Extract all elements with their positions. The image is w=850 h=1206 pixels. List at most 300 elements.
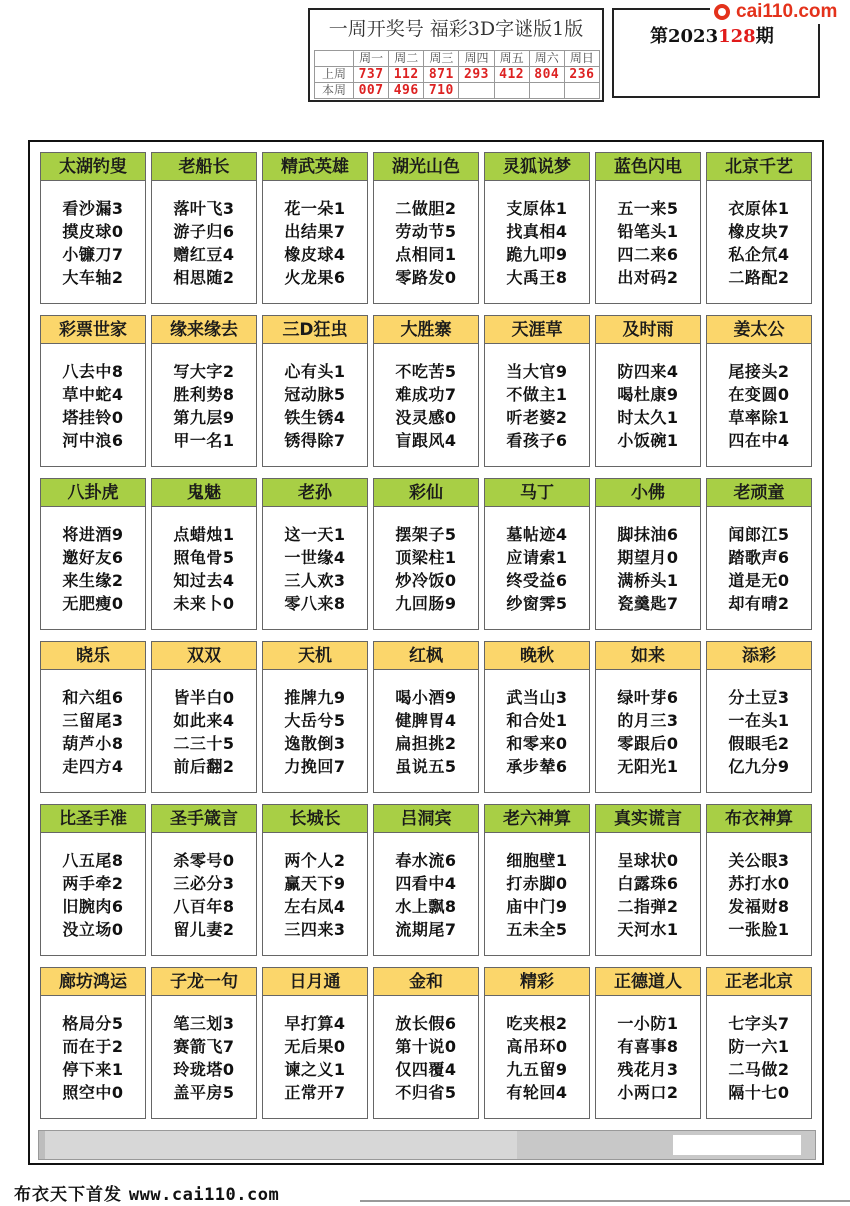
riddle-line: 大禹王8 xyxy=(506,268,568,287)
riddle-line: 细胞壁1 xyxy=(506,851,568,870)
riddle-line: 格局分5 xyxy=(62,1014,124,1033)
riddle-line: 承步辇6 xyxy=(506,757,568,776)
riddle-line: 相思随2 xyxy=(173,268,235,287)
riddle-line: 当大官9 xyxy=(506,362,568,381)
riddle-line: 游子归6 xyxy=(173,222,235,241)
riddle-line: 分土豆3 xyxy=(728,688,790,707)
riddle-line: 小饭碗1 xyxy=(617,431,679,450)
riddle-card xyxy=(262,478,368,630)
last-week-row xyxy=(315,67,600,83)
riddle-line: 和零来0 xyxy=(506,734,568,753)
riddle-line: 时太久1 xyxy=(617,408,679,427)
riddle-card xyxy=(484,315,590,467)
riddle-card-title: 正老北京 xyxy=(707,968,811,996)
riddle-line: 二三十5 xyxy=(173,734,235,753)
riddle-line: 三人欢3 xyxy=(284,571,346,590)
riddle-line: 不归省5 xyxy=(395,1083,457,1102)
draw-number: 112 xyxy=(389,67,424,83)
riddle-line: 三必分3 xyxy=(173,874,235,893)
riddle-line: 无肥瘦0 xyxy=(62,594,124,613)
riddle-line: 铅笔头1 xyxy=(617,222,679,241)
riddle-lines xyxy=(263,344,367,452)
riddle-card xyxy=(151,315,257,467)
draw-number: 236 xyxy=(564,67,599,83)
riddle-card xyxy=(373,804,479,956)
riddle-line: 有轮回4 xyxy=(506,1083,568,1102)
riddle-line: 三四来3 xyxy=(284,920,346,939)
bottom-bar xyxy=(38,1130,816,1160)
riddle-card xyxy=(484,152,590,304)
riddle-line: 流期尾7 xyxy=(395,920,457,939)
riddle-line: 摸皮球0 xyxy=(62,222,124,241)
riddle-line: 点相同1 xyxy=(395,245,457,264)
riddle-card-title: 老孙 xyxy=(263,479,367,507)
riddle-line: 放长假6 xyxy=(395,1014,457,1033)
riddle-line: 苏打水0 xyxy=(728,874,790,893)
riddle-line: 两手牵2 xyxy=(62,874,124,893)
riddle-line: 零路发0 xyxy=(395,268,457,287)
riddle-card-title: 正德道人 xyxy=(596,968,700,996)
riddle-line: 二马做2 xyxy=(728,1060,790,1079)
weekday-label: 周五 xyxy=(494,51,529,67)
riddle-line: 铁生锈4 xyxy=(284,408,346,427)
riddle-card-title: 天机 xyxy=(263,642,367,670)
riddle-line: 却有晴2 xyxy=(728,594,790,613)
riddle-card xyxy=(373,641,479,793)
riddle-line: 二路配2 xyxy=(728,268,790,287)
riddle-line: 葫芦小8 xyxy=(62,734,124,753)
riddle-card-title: 马丁 xyxy=(485,479,589,507)
riddle-line: 这一天1 xyxy=(284,525,346,544)
riddle-line: 仅四覆4 xyxy=(395,1060,457,1079)
riddle-line: 而在于2 xyxy=(62,1037,124,1056)
riddle-line: 照龟骨5 xyxy=(173,548,235,567)
riddle-line: 四在中4 xyxy=(728,431,790,450)
riddle-card xyxy=(706,967,812,1119)
riddle-lines xyxy=(263,181,367,289)
riddle-card-title: 鬼魅 xyxy=(152,479,256,507)
riddle-line: 虽说五5 xyxy=(395,757,457,776)
riddle-line: 白露珠6 xyxy=(617,874,679,893)
riddle-line: 摆架子5 xyxy=(395,525,457,544)
riddle-line: 看孩子6 xyxy=(506,431,568,450)
riddle-line: 终受益6 xyxy=(506,571,568,590)
riddle-line: 第十说0 xyxy=(395,1037,457,1056)
riddle-line: 冠动脉5 xyxy=(284,385,346,404)
riddle-lines xyxy=(596,507,700,615)
riddle-card xyxy=(151,152,257,304)
logo-text: cai110.com xyxy=(736,1,838,22)
riddle-line: 和合处1 xyxy=(506,711,568,730)
riddle-line: 八五尾8 xyxy=(62,851,124,870)
riddle-card xyxy=(373,152,479,304)
riddle-line: 赛箭飞7 xyxy=(173,1037,235,1056)
riddle-lines xyxy=(707,833,811,941)
logo-icon xyxy=(714,4,730,20)
riddle-line: 吃夹根2 xyxy=(506,1014,568,1033)
riddle-card xyxy=(40,152,146,304)
riddle-line: 天河水1 xyxy=(617,920,679,939)
riddle-line: 零八来8 xyxy=(284,594,346,613)
riddle-card-title: 老顽童 xyxy=(707,479,811,507)
footer-url[interactable]: www.cai110.com xyxy=(128,1185,280,1205)
riddle-lines xyxy=(374,507,478,615)
riddle-line: 一张脸1 xyxy=(728,920,790,939)
draw-number xyxy=(529,83,564,99)
row-label: 上周 xyxy=(315,67,354,83)
riddle-line: 照空中0 xyxy=(62,1083,124,1102)
riddle-line: 四二来6 xyxy=(617,245,679,264)
riddle-line: 和六组6 xyxy=(62,688,124,707)
riddle-line: 关公眼3 xyxy=(728,851,790,870)
riddle-card-title: 圣手箴言 xyxy=(152,805,256,833)
riddle-lines xyxy=(152,670,256,778)
riddle-card xyxy=(706,478,812,630)
riddle-line: 九五留9 xyxy=(506,1060,568,1079)
riddle-line: 八百年8 xyxy=(173,897,235,916)
riddle-line: 皆半白0 xyxy=(173,688,235,707)
riddle-card-title: 子龙一句 xyxy=(152,968,256,996)
riddle-line: 没立场0 xyxy=(62,920,124,939)
riddle-card-title: 北京千艺 xyxy=(707,153,811,181)
riddle-line: 将进酒9 xyxy=(62,525,124,544)
riddle-lines xyxy=(485,344,589,452)
riddle-line: 塔挂铃0 xyxy=(62,408,124,427)
riddle-line: 发福财8 xyxy=(728,897,790,916)
riddle-card xyxy=(706,315,812,467)
riddle-lines xyxy=(263,670,367,778)
draw-number xyxy=(564,83,599,99)
riddle-card-title: 晓乐 xyxy=(41,642,145,670)
draw-number xyxy=(494,83,529,99)
riddle-card xyxy=(484,641,590,793)
riddle-card xyxy=(595,804,701,956)
riddle-line: 留儿妻2 xyxy=(173,920,235,939)
riddle-line: 不吃苦5 xyxy=(395,362,457,381)
riddle-line: 一在头1 xyxy=(728,711,790,730)
riddle-line: 出对码2 xyxy=(617,268,679,287)
riddle-line: 杀零号0 xyxy=(173,851,235,870)
riddle-card-title: 真实谎言 xyxy=(596,805,700,833)
riddle-lines xyxy=(596,670,700,778)
riddle-lines xyxy=(41,507,145,615)
riddle-line: 八去中8 xyxy=(62,362,124,381)
riddle-line: 左右凤4 xyxy=(284,897,346,916)
riddle-card-title: 添彩 xyxy=(707,642,811,670)
riddle-line: 心有头1 xyxy=(284,362,346,381)
riddle-line: 残花月3 xyxy=(617,1060,679,1079)
riddle-card-title: 老六神算 xyxy=(485,805,589,833)
riddle-lines xyxy=(263,507,367,615)
riddle-lines xyxy=(41,996,145,1104)
riddle-line: 不做主1 xyxy=(506,385,568,404)
riddle-line: 来生缘2 xyxy=(62,571,124,590)
riddle-line: 五未全5 xyxy=(506,920,568,939)
draw-number: 007 xyxy=(354,83,389,99)
riddle-line: 难成功7 xyxy=(395,385,457,404)
riddle-line: 停下来1 xyxy=(62,1060,124,1079)
riddle-line: 瓷羹匙7 xyxy=(617,594,679,613)
weekday-label: 周三 xyxy=(424,51,459,67)
riddle-card-title: 八卦虎 xyxy=(41,479,145,507)
riddle-card-title: 姜太公 xyxy=(707,316,811,344)
riddle-line: 二指弹2 xyxy=(617,897,679,916)
riddle-line: 喝小酒9 xyxy=(395,688,457,707)
riddle-line: 点蜡烛1 xyxy=(173,525,235,544)
riddle-card xyxy=(151,478,257,630)
weekday-label: 周六 xyxy=(529,51,564,67)
footer-rule xyxy=(360,1200,850,1202)
riddle-lines xyxy=(41,670,145,778)
riddle-card xyxy=(595,315,701,467)
riddle-grid xyxy=(40,152,816,1119)
riddle-line: 草中蛇4 xyxy=(62,385,124,404)
riddle-line: 谏之义1 xyxy=(284,1060,346,1079)
riddle-line: 草率除1 xyxy=(728,408,790,427)
riddle-line: 高吊环0 xyxy=(506,1037,568,1056)
riddle-line: 第九层9 xyxy=(173,408,235,427)
riddle-line: 庙中门9 xyxy=(506,897,568,916)
riddle-line: 喝杜康9 xyxy=(617,385,679,404)
riddle-line: 踏歌声6 xyxy=(728,548,790,567)
draw-number: 412 xyxy=(494,67,529,83)
riddle-line: 亿九分9 xyxy=(728,757,790,776)
riddle-line: 如此来4 xyxy=(173,711,235,730)
riddle-line: 零跟后0 xyxy=(617,734,679,753)
riddle-line: 知过去4 xyxy=(173,571,235,590)
riddle-line: 五一来5 xyxy=(617,199,679,218)
riddle-line: 在变圆0 xyxy=(728,385,790,404)
riddle-card xyxy=(484,478,590,630)
riddle-line: 笔三划3 xyxy=(173,1014,235,1033)
riddle-line: 健脾胃4 xyxy=(395,711,457,730)
riddle-line: 力挽回7 xyxy=(284,757,346,776)
riddle-card xyxy=(151,967,257,1119)
riddle-card-title: 灵狐说梦 xyxy=(485,153,589,181)
riddle-line: 打赤脚0 xyxy=(506,874,568,893)
riddle-card xyxy=(706,641,812,793)
riddle-line: 正常开7 xyxy=(284,1083,346,1102)
riddle-line: 前后翻2 xyxy=(173,757,235,776)
riddle-line: 满桥头1 xyxy=(617,571,679,590)
riddle-line: 春水流6 xyxy=(395,851,457,870)
riddle-line: 河中浪6 xyxy=(62,431,124,450)
riddle-card xyxy=(484,967,590,1119)
riddle-lines xyxy=(485,833,589,941)
riddle-lines xyxy=(485,670,589,778)
riddle-card-title: 比圣手准 xyxy=(41,805,145,833)
weekly-draw-title: 一周开奖号 福彩3D字谜版1版 xyxy=(328,18,584,40)
riddle-line: 橡皮块7 xyxy=(728,222,790,241)
riddle-card-title: 天涯草 xyxy=(485,316,589,344)
riddle-card xyxy=(595,478,701,630)
riddle-line: 没灵感0 xyxy=(395,408,457,427)
draw-number: 804 xyxy=(529,67,564,83)
riddle-line: 小两口2 xyxy=(617,1083,679,1102)
riddle-line: 道是无0 xyxy=(728,571,790,590)
riddle-line: 三留尾3 xyxy=(62,711,124,730)
riddle-card-title: 彩仙 xyxy=(374,479,478,507)
riddle-lines xyxy=(596,344,700,452)
riddle-line: 私企氘4 xyxy=(728,245,790,264)
riddle-line: 扁担挑2 xyxy=(395,734,457,753)
riddle-line: 推牌九9 xyxy=(284,688,346,707)
riddle-card-title: 蓝色闪电 xyxy=(596,153,700,181)
riddle-lines xyxy=(707,996,811,1104)
riddle-line: 盲跟风4 xyxy=(395,431,457,450)
draw-number: 293 xyxy=(459,67,494,83)
riddle-card xyxy=(151,641,257,793)
draw-number: 496 xyxy=(389,83,424,99)
riddle-line: 走四方4 xyxy=(62,757,124,776)
riddle-card xyxy=(706,152,812,304)
riddle-card xyxy=(373,315,479,467)
riddle-lines xyxy=(374,833,478,941)
riddle-card xyxy=(40,478,146,630)
riddle-line: 落叶飞3 xyxy=(173,199,235,218)
riddle-line: 无阳光1 xyxy=(617,757,679,776)
site-logo[interactable] xyxy=(710,0,850,24)
riddle-lines xyxy=(41,833,145,941)
riddle-line: 一小防1 xyxy=(617,1014,679,1033)
riddle-card xyxy=(595,641,701,793)
riddle-line: 听老婆2 xyxy=(506,408,568,427)
riddle-lines xyxy=(707,507,811,615)
riddle-line: 纱窗霁5 xyxy=(506,594,568,613)
riddle-card-title: 廊坊鸿运 xyxy=(41,968,145,996)
riddle-line: 闻郎江5 xyxy=(728,525,790,544)
riddle-line: 尾接头2 xyxy=(728,362,790,381)
riddle-card-title: 晚秋 xyxy=(485,642,589,670)
riddle-card xyxy=(373,967,479,1119)
riddle-line: 水上飘8 xyxy=(395,897,457,916)
riddle-line: 支原体1 xyxy=(506,199,568,218)
riddle-line: 火龙果6 xyxy=(284,268,346,287)
riddle-lines xyxy=(374,670,478,778)
riddle-lines xyxy=(485,996,589,1104)
riddle-card-title: 大胜寨 xyxy=(374,316,478,344)
riddle-lines xyxy=(707,181,811,289)
riddle-lines xyxy=(152,507,256,615)
draw-number: 737 xyxy=(354,67,389,83)
riddle-line: 看沙漏3 xyxy=(62,199,124,218)
weekday-label: 周四 xyxy=(459,51,494,67)
riddle-card-title: 彩票世家 xyxy=(41,316,145,344)
riddle-card-title: 小佛 xyxy=(596,479,700,507)
riddle-line: 的月三3 xyxy=(617,711,679,730)
riddle-line: 九回肠9 xyxy=(395,594,457,613)
riddle-card xyxy=(262,641,368,793)
riddle-line: 防四来4 xyxy=(617,362,679,381)
footer xyxy=(14,1180,279,1205)
riddle-card-title: 红枫 xyxy=(374,642,478,670)
weekday-label: 周日 xyxy=(564,51,599,67)
riddle-line: 未来卜0 xyxy=(173,594,235,613)
riddle-lines xyxy=(596,996,700,1104)
riddle-card-title: 缘来缘去 xyxy=(152,316,256,344)
riddle-line: 墓帖迹4 xyxy=(506,525,568,544)
riddle-lines xyxy=(707,344,811,452)
riddle-card xyxy=(595,967,701,1119)
riddle-line: 大岳兮5 xyxy=(284,711,346,730)
riddle-card-title: 布衣神算 xyxy=(707,805,811,833)
weekday-label: 周一 xyxy=(354,51,389,67)
riddle-card xyxy=(595,152,701,304)
draw-number: 871 xyxy=(424,67,459,83)
riddle-card-title: 太湖钓叟 xyxy=(41,153,145,181)
riddle-line: 有喜事8 xyxy=(617,1037,679,1056)
riddle-line: 找真相4 xyxy=(506,222,568,241)
riddle-line: 两个人2 xyxy=(284,851,346,870)
riddle-card xyxy=(40,804,146,956)
riddle-card xyxy=(151,804,257,956)
riddle-lines xyxy=(596,833,700,941)
weekday-header-row xyxy=(315,51,600,67)
riddle-card xyxy=(40,967,146,1119)
riddle-line: 赠红豆4 xyxy=(173,245,235,264)
issue-number: 第2023128期 xyxy=(650,26,774,47)
weekday-label: 周二 xyxy=(389,51,424,67)
riddle-line: 小镰刀7 xyxy=(62,245,124,264)
riddle-lines xyxy=(41,344,145,452)
riddle-lines xyxy=(485,181,589,289)
riddle-lines xyxy=(374,996,478,1104)
riddle-card-title: 如来 xyxy=(596,642,700,670)
riddle-line: 衣原体1 xyxy=(728,199,790,218)
riddle-line: 炒冷饭0 xyxy=(395,571,457,590)
riddle-line: 甲一名1 xyxy=(173,431,235,450)
riddle-line: 脚抹油6 xyxy=(617,525,679,544)
riddle-line: 赢天下9 xyxy=(284,874,346,893)
riddle-card-title: 精武英雄 xyxy=(263,153,367,181)
row-label: 本周 xyxy=(315,83,354,99)
riddle-line: 早打算4 xyxy=(284,1014,346,1033)
riddle-line: 锈得除7 xyxy=(284,431,346,450)
riddle-card xyxy=(262,152,368,304)
riddle-card-title: 日月通 xyxy=(263,968,367,996)
riddle-line: 绿叶芽6 xyxy=(617,688,679,707)
riddle-line: 呈球状0 xyxy=(617,851,679,870)
riddle-line: 玲珑塔0 xyxy=(173,1060,235,1079)
riddle-card-title: 长城长 xyxy=(263,805,367,833)
riddle-card xyxy=(706,804,812,956)
riddle-line: 橡皮球4 xyxy=(284,245,346,264)
riddle-lines xyxy=(485,507,589,615)
riddle-card-title: 及时雨 xyxy=(596,316,700,344)
riddle-line: 二做胆2 xyxy=(395,199,457,218)
riddle-card-title: 湖光山色 xyxy=(374,153,478,181)
riddle-line: 旧腕肉6 xyxy=(62,897,124,916)
riddle-card xyxy=(40,641,146,793)
riddle-line: 花一朵1 xyxy=(284,199,346,218)
riddle-lines xyxy=(596,181,700,289)
riddle-card-title: 三D狂虫 xyxy=(263,316,367,344)
riddle-lines xyxy=(707,670,811,778)
riddle-card-title: 老船长 xyxy=(152,153,256,181)
riddle-line: 四看中4 xyxy=(395,874,457,893)
weekly-draw-box xyxy=(308,8,604,102)
riddle-line: 邀好友6 xyxy=(62,548,124,567)
riddle-lines xyxy=(374,344,478,452)
riddle-lines xyxy=(152,833,256,941)
riddle-card xyxy=(373,478,479,630)
draw-number: 710 xyxy=(424,83,459,99)
riddle-line: 跪九叩9 xyxy=(506,245,568,264)
riddle-card-title: 双双 xyxy=(152,642,256,670)
riddle-card-title: 吕洞宾 xyxy=(374,805,478,833)
riddle-card-title: 精彩 xyxy=(485,968,589,996)
riddle-line: 防一六1 xyxy=(728,1037,790,1056)
